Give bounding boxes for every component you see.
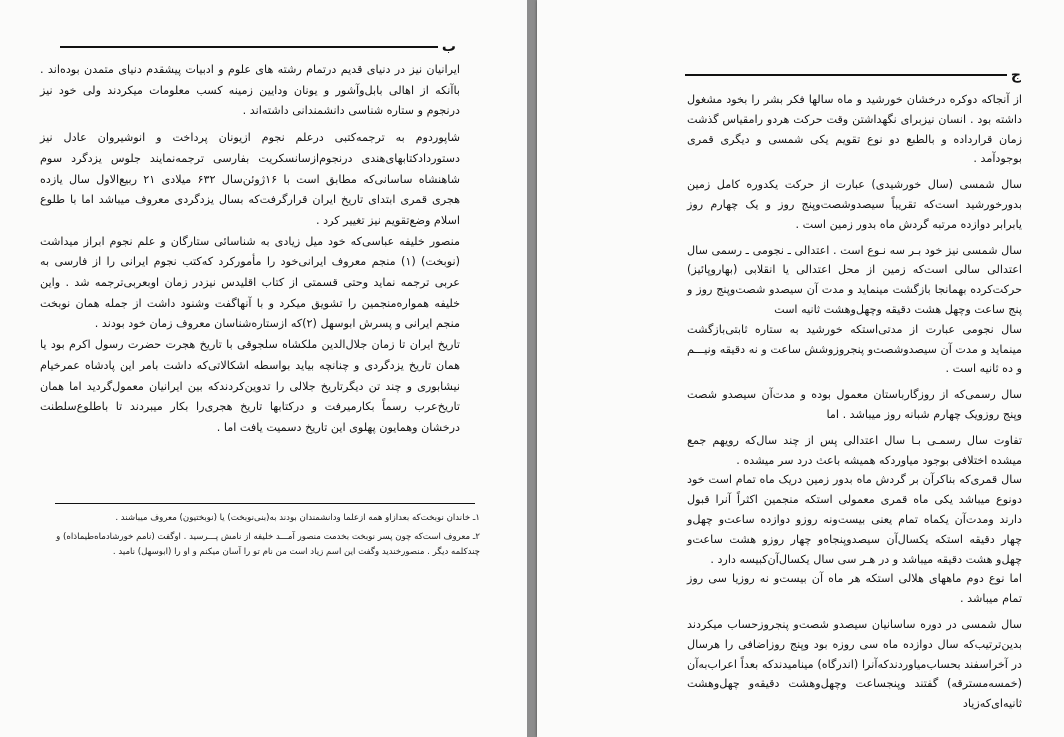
right-page — [537, 0, 1064, 737]
left-paragraph: ایرانیان نیز در دنیای قدیم درتمام رشته های علوم و ادبیات پیشقدم دنیای متمدن بوده‌اند . باآنکه از اهالی بابل‌وآشور و یونان ودایین زمینه کسب معلومات میکردند ولی خود نیز درنجوم و ستاره شناسی دانشمندانی داشته‌اند . — [40, 63, 460, 118]
footnote-rule — [55, 503, 475, 504]
right-paragraph: سال نجومی عبارت از مدتی‌استکه خورشید به ستاره ثابتی‌بازگشت مینماید و مدت آن سیصدوشصت‌و پنجروزوشش ساعت و نه دقیقه ونیـــم و ده ثانیه است . — [687, 322, 1022, 376]
right-paragraph: سال رسمی‌که از روزگارباستان معمول بوده و مدت‌آن سیصدو شصت وپنج روزویک چهارم شبانه روز میباشد . اما — [687, 388, 1022, 421]
left-paragraph: تاریخ ایران تا زمان جلال‌الدین ملکشاه سلجوقی با تاریخ هجرت حضرت رسول اکرم بود یا همان تاریخ یزدگردی و چنانچه بیاید بواسطه اشکالاتی‌که داشت بامر این پادشاه عمرخیام نیشابوری و چند تن دیگرتاریخ جلالی را تدوین‌کردندکه بین ایرانیان معمول‌گردید اما همان تاریخ‌عرب رسماً بکارمیرفت و درکتابها تاریخ هجری‌را بکار میبردند تا باطلوع‌سلطنت درخشان وهمایون پهلوی این تاریخ دسمیت یافت اما . — [40, 338, 460, 434]
left-page-footnotes — [55, 511, 480, 564]
left-header-rule — [60, 46, 438, 48]
right-page-header — [685, 65, 1025, 85]
left-paragraph: شاپوردوم به ترجمه‌کتبی درعلم نجوم ازیونان پرداخت و انوشیروان عادل نیز دستورداد‌کتابهای‌هندی درنجوم‌ازسانسکریت بفارسی ترجمه‌نمایند جلوس یزدگرد سوم شاهنشاه ساسانی‌که مطابق است با ۱۶ژوئن‌سال ۶۳۲ میلادی ۲۱ ربیع‌الاول سال یازده هجری قمری ابتدای تاریخ ایران قرار‌گرفت‌که بسال یزدگردی معروف میباشد اما با طلوع اسلام وضع‌تقویم نیز تغییر کرد . — [40, 131, 460, 227]
left-page-body — [40, 60, 460, 439]
right-paragraph: سال شمسی در دوره ساسانیان سیصدو شصت‌و پنجروزحساب میکردند بدین‌ترتیب‌که سال دوازده ماه سی روزه بود وپنج روزاضافی را هرسال در آخراسفند بحساب‌میاوردندکه‌آنرا (اندرگاه) مینامیدندکه بعداً اعراب‌به‌آن (خمسه‌مسترقه) گفتند وپنجساعت وچهل‌وهشت دقیقه‌و چهل‌وهشت ثانیه‌ای‌که‌زیاد — [687, 617, 1022, 711]
right-paragraph: از آنجاکه دوکره درخشان خورشید و ماه سالها فکر بشر را بخود مشغول داشته بود . انسان نیزبرای نگهداشتن وقت حرکت هردو رامقیاس گذشت زمان قرارداده و بالطبع دو نوع تقویم یکی شمسی و دیگری قمری بوجودآمد . — [687, 93, 1022, 166]
right-paragraph: سال شمسی (سال خورشیدی) عبارت از حرکت یکدوره کامل زمین بدورخورشید است‌که تقریباً سیصدوشصت‌وپنج روز و یک چهارم روز یابرابر دوازده مرتبه گردش ماه بدور زمین است . — [687, 178, 1022, 231]
viewer-spine — [527, 0, 537, 737]
right-paragraph: سال قمری‌که بناکرآن بر گردش ماه بدور زمین دریک ماه تمام است خود دونوع میباشد یکی ماه قمری معمولی استکه منجمین اکثراً آنرا قبول دارند ومدت‌آن یکماه تمام یعنی بیست‌ونه روزو دوازده ساعت‌و چهل‌و چهار دقیقه استکه یکسال‌آن سیصدوپنجاه‌و چهار روزو هشت ساعت‌و چهل‌و هشت دقیقه میباشد و در هـر سی سال یکسال‌آن‌کبیسه دارد . — [687, 473, 1022, 566]
right-paragraph: تفاوت سال رسمـی بـا سال اعتدالی پس از چند سال‌که رویهم جمع میشده اختلافی بوجود میاوردکه همیشه باعث درد سر میشده . — [687, 433, 1022, 467]
left-page-letter: ب — [441, 39, 456, 55]
right-paragraph: اما نوع دوم ماههای هلالی استکه هر ماه آن بیست‌و نه روزیا سی روز تمام میباشد . — [687, 572, 1022, 606]
right-page-body — [687, 90, 1022, 714]
right-page-letter: ج — [1010, 67, 1021, 83]
footnote: ۱ـ خاندان نوبخت‌که بعدازاو همه ازعلما ودانشمندان بودند به(بنی‌نوبخت) یا (نوبختیون) معروف میباشند . — [115, 513, 480, 523]
left-page — [0, 0, 527, 737]
right-header-rule — [685, 74, 1007, 76]
right-paragraph: سال شمسی نیز خود بـر سه نـوع است . اعتدالی ـ نجومی ـ رسمی سال اعتدالی سالی است‌که زمین از محل اعتدالی یا انقلابی (بهاروپائیز) حرکت‌کرده بهمانجا بازگشت مینماید و مدت آن سیصدو شصت‌وپنج روز و پنج ساعت وچهل هشت دقیقه وچهل‌وهشت ثانیه است — [687, 243, 1022, 316]
left-page-header — [60, 37, 460, 57]
left-paragraph: منصور خلیفه عباسی‌که خود میل زیادی به شناسائی ستارگان و علم نجوم ابراز میداشت (نوبخت) (۱) منجم معروف ایرانی‌خود را مأمورکرد که‌کتب نجوم ایرانی را از فارسی به عربی ترجمه نماید وحتی قسمتی از کتاب اقلیدس نیزدر زمان اوبعربی‌ترجمه شد . واین خلیفه همواره‌منجمین را تشویق میکرد و با آنهاگفت وشنود داشت از جمله همان نوبخت منجم ایرانی و پسرش ابوسهل (۲)که ازستاره‌شناسان معروف زمان خود بودند . — [40, 234, 460, 331]
footnote: ۲ـ معروف است‌که چون پسر نوبخت بخدمت منصور آمـــد خلیفه از نامش پـــرسید . اوگفت (نامم خورشادماه‌طیماذاه) و چندکلمه دیگر . منصورخندید وگفت این اسم زیاد است من نام تو را آسان میکنم و او را (ابوسهل) نامید . — [56, 532, 480, 557]
